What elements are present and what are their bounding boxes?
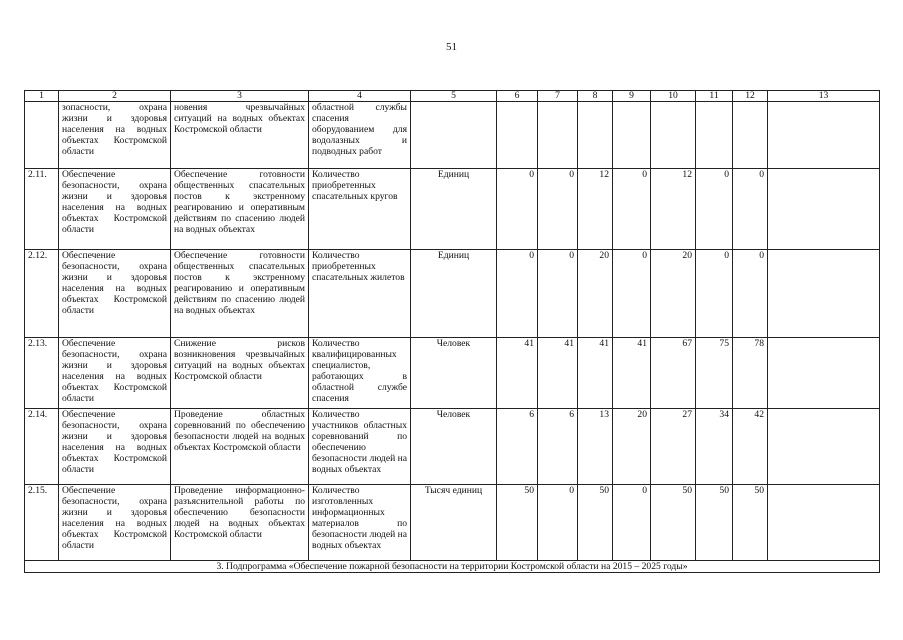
value-cell: [651, 102, 696, 169]
indicators-table: [24, 90, 880, 573]
unit-cell: Единиц: [411, 250, 497, 338]
value-cell: 41: [497, 338, 538, 409]
value-cell: 0: [696, 169, 733, 250]
value-cell: 6: [497, 409, 538, 485]
value-cell: 13: [578, 409, 613, 485]
row-index: 2.15.: [25, 485, 59, 561]
table-row: [25, 409, 880, 485]
value-cell: 50: [578, 485, 613, 561]
value-cell: 50: [651, 485, 696, 561]
table-row: [25, 169, 880, 250]
row-index: 2.13.: [25, 338, 59, 409]
indicator-cell: Количество квалифицированных специалистов, работающих в областной службе спасения: [309, 338, 411, 409]
table-row: [25, 485, 880, 561]
column-number-row: [25, 91, 880, 102]
note-cell: [768, 169, 880, 250]
value-cell: 20: [613, 409, 651, 485]
note-cell: [768, 102, 880, 169]
row-index: 2.14.: [25, 409, 59, 485]
task-cell: Обеспечение безопасности, охрана жизни и здоровья населения на водных объектах Костромской области: [59, 250, 171, 338]
activity-cell: Проведение информационно-разъяснительной работы по обеспечению безопасности людей на водных объектах Костромской области: [171, 485, 309, 561]
value-cell: 0: [497, 250, 538, 338]
value-cell: 50: [696, 485, 733, 561]
row-index: 2.12.: [25, 250, 59, 338]
value-cell: 0: [613, 169, 651, 250]
column-number: 12: [733, 91, 768, 102]
column-number: 2: [59, 91, 171, 102]
section-row: [25, 561, 880, 573]
table-row: [25, 250, 880, 338]
indicator-cell: Количество изготовленных информационных материалов по безопасности людей на водных объектах: [309, 485, 411, 561]
indicator-cell: областной службы спасения оборудованием для водолазных и подводных работ: [309, 102, 411, 169]
value-cell: 0: [538, 169, 578, 250]
value-cell: 0: [613, 250, 651, 338]
value-cell: [613, 102, 651, 169]
value-cell: 50: [497, 485, 538, 561]
table-row: [25, 338, 880, 409]
unit-cell: Тысяч единиц: [411, 485, 497, 561]
activity-cell: Проведение областных соревнований по обеспечению безопасности людей на водных объектах Костромской области: [171, 409, 309, 485]
value-cell: 34: [696, 409, 733, 485]
value-cell: 75: [696, 338, 733, 409]
note-cell: [768, 338, 880, 409]
value-cell: 41: [538, 338, 578, 409]
value-cell: 6: [538, 409, 578, 485]
note-cell: [768, 409, 880, 485]
indicator-cell: Количество участников областных соревнований по обеспечению безопасности людей на водных объектах: [309, 409, 411, 485]
value-cell: 0: [733, 169, 768, 250]
activity-cell: Обеспечение готовности общественных спасательных постов к экстренному реагированию и оперативным действиям по спасению людей на водных объектах: [171, 169, 309, 250]
value-cell: 0: [696, 250, 733, 338]
column-number: 6: [497, 91, 538, 102]
task-cell: Обеспечение безопасности, охрана жизни и здоровья населения на водных объектах Костромской области: [59, 169, 171, 250]
activity-cell: новения чрезвычайных ситуаций на водных объектах Костромской области: [171, 102, 309, 169]
column-number: 11: [696, 91, 733, 102]
value-cell: 67: [651, 338, 696, 409]
unit-cell: [411, 102, 497, 169]
unit-cell: Единиц: [411, 169, 497, 250]
column-number: 3: [171, 91, 309, 102]
row-index: 2.11.: [25, 169, 59, 250]
row-index: [25, 102, 59, 169]
value-cell: 78: [733, 338, 768, 409]
indicator-cell: Количество приобретенных спасательных жилетов: [309, 250, 411, 338]
note-cell: [768, 250, 880, 338]
value-cell: 20: [578, 250, 613, 338]
value-cell: 0: [538, 250, 578, 338]
column-number: 7: [538, 91, 578, 102]
value-cell: 0: [497, 169, 538, 250]
column-number: 9: [613, 91, 651, 102]
column-number: 8: [578, 91, 613, 102]
task-cell: Обеспечение безопасности, охрана жизни и здоровья населения на водных объектах Костромской области: [59, 338, 171, 409]
section-title: 3. Подпрограмма «Обеспечение пожарной безопасности на территории Костромской области на 2015 – 2025 годы»: [25, 561, 880, 573]
task-cell: зопасности, охрана жизни и здоровья населения на водных объектах Костромской области: [59, 102, 171, 169]
column-number: 4: [309, 91, 411, 102]
value-cell: 42: [733, 409, 768, 485]
column-number: 13: [768, 91, 880, 102]
value-cell: 12: [578, 169, 613, 250]
column-number: 1: [25, 91, 59, 102]
unit-cell: Человек: [411, 338, 497, 409]
column-number: 10: [651, 91, 696, 102]
task-cell: Обеспечение безопасности, охрана жизни и здоровья населения на водных объектах Костромской области: [59, 485, 171, 561]
value-cell: 0: [613, 485, 651, 561]
value-cell: [696, 102, 733, 169]
indicator-cell: Количество приобретенных спасательных кругов: [309, 169, 411, 250]
value-cell: 50: [733, 485, 768, 561]
value-cell: 12: [651, 169, 696, 250]
activity-cell: Снижение рисков возникновения чрезвычайных ситуаций на водных объектах Костромской области: [171, 338, 309, 409]
task-cell: Обеспечение безопасности, охрана жизни и здоровья населения на водных объектах Костромской области: [59, 409, 171, 485]
value-cell: 0: [733, 250, 768, 338]
value-cell: 0: [538, 485, 578, 561]
table-row: [25, 102, 880, 169]
activity-cell: Обеспечение готовности общественных спасательных постов к экстренному реагированию и оперативным действиям по спасению людей на водных объектах: [171, 250, 309, 338]
value-cell: 41: [578, 338, 613, 409]
value-cell: [578, 102, 613, 169]
note-cell: [768, 485, 880, 561]
value-cell: [538, 102, 578, 169]
column-number: 5: [411, 91, 497, 102]
value-cell: [733, 102, 768, 169]
value-cell: 41: [613, 338, 651, 409]
page-number: 51: [446, 41, 457, 53]
value-cell: 27: [651, 409, 696, 485]
unit-cell: Человек: [411, 409, 497, 485]
value-cell: [497, 102, 538, 169]
value-cell: 20: [651, 250, 696, 338]
